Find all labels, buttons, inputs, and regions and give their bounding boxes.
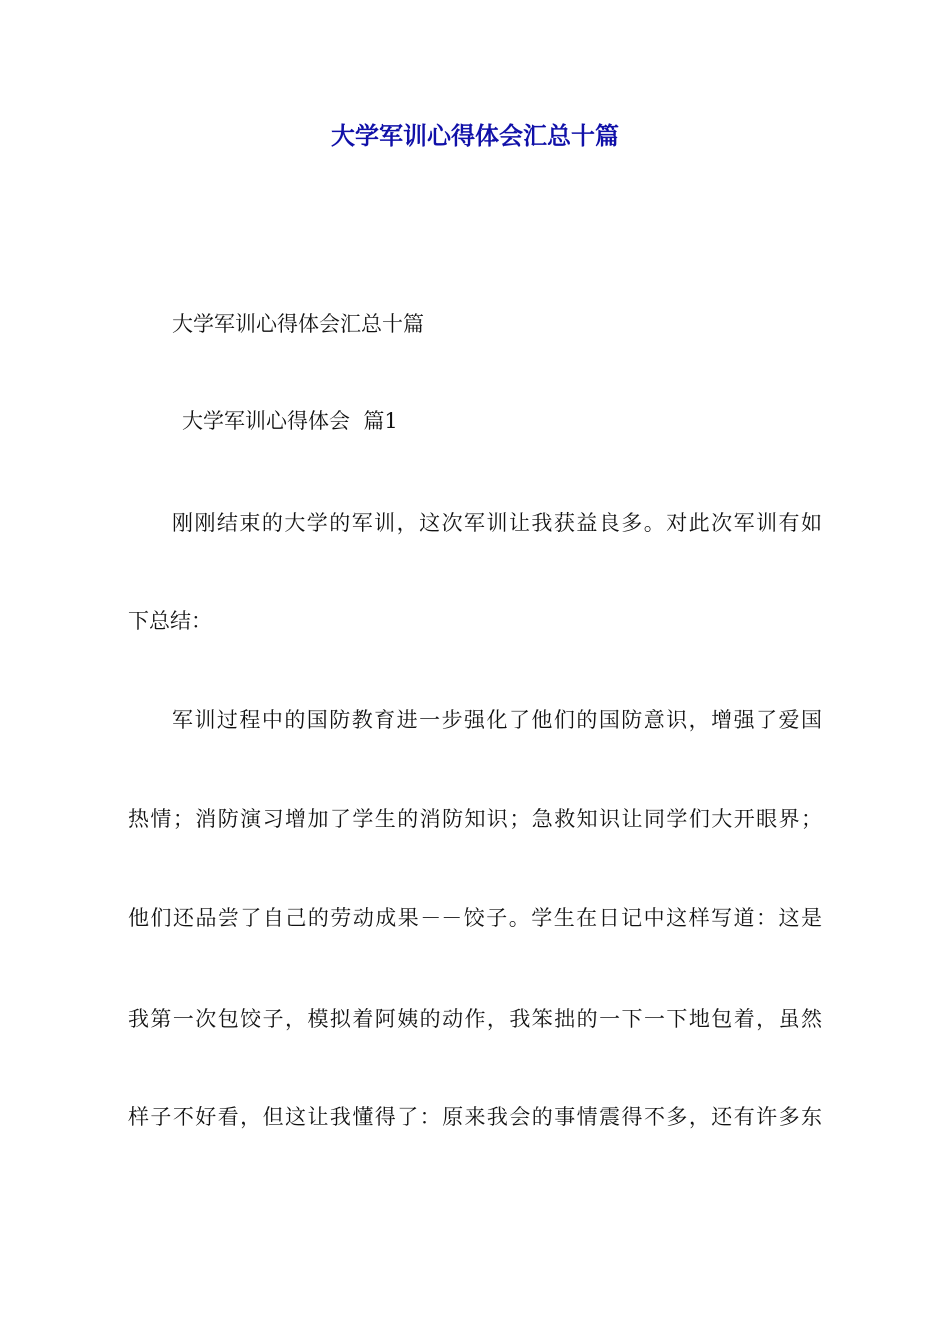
section-heading: 大学军训心得体会 篇1 (182, 409, 398, 433)
paragraph-line: 我第一次包饺子，模拟着阿姨的动作，我笨拙的一下一下地包着，虽然 (128, 1007, 822, 1031)
paragraph-line: 热情；消防演习增加了学生的消防知识；急救知识让同学们大开眼界； (128, 807, 822, 831)
paragraph-line: 下总结： (128, 609, 212, 633)
paragraph-line: 样子不好看，但这让我懂得了：原来我会的事情震得不多，还有许多东 (128, 1105, 822, 1129)
paragraph-line: 他们还品尝了自己的劳动成果－－饺子。学生在日记中这样写道：这是 (128, 906, 822, 930)
paragraph-line: 刚刚结束的大学的军训，这次军训让我获益良多。对此次军训有如 (172, 511, 822, 535)
paragraph-line: 军训过程中的国防教育进一步强化了他们的国防意识，增强了爱国 (172, 708, 822, 732)
document-heading: 大学军训心得体会汇总十篇 (172, 312, 424, 336)
document-title: 大学军训心得体会汇总十篇 (331, 122, 619, 150)
